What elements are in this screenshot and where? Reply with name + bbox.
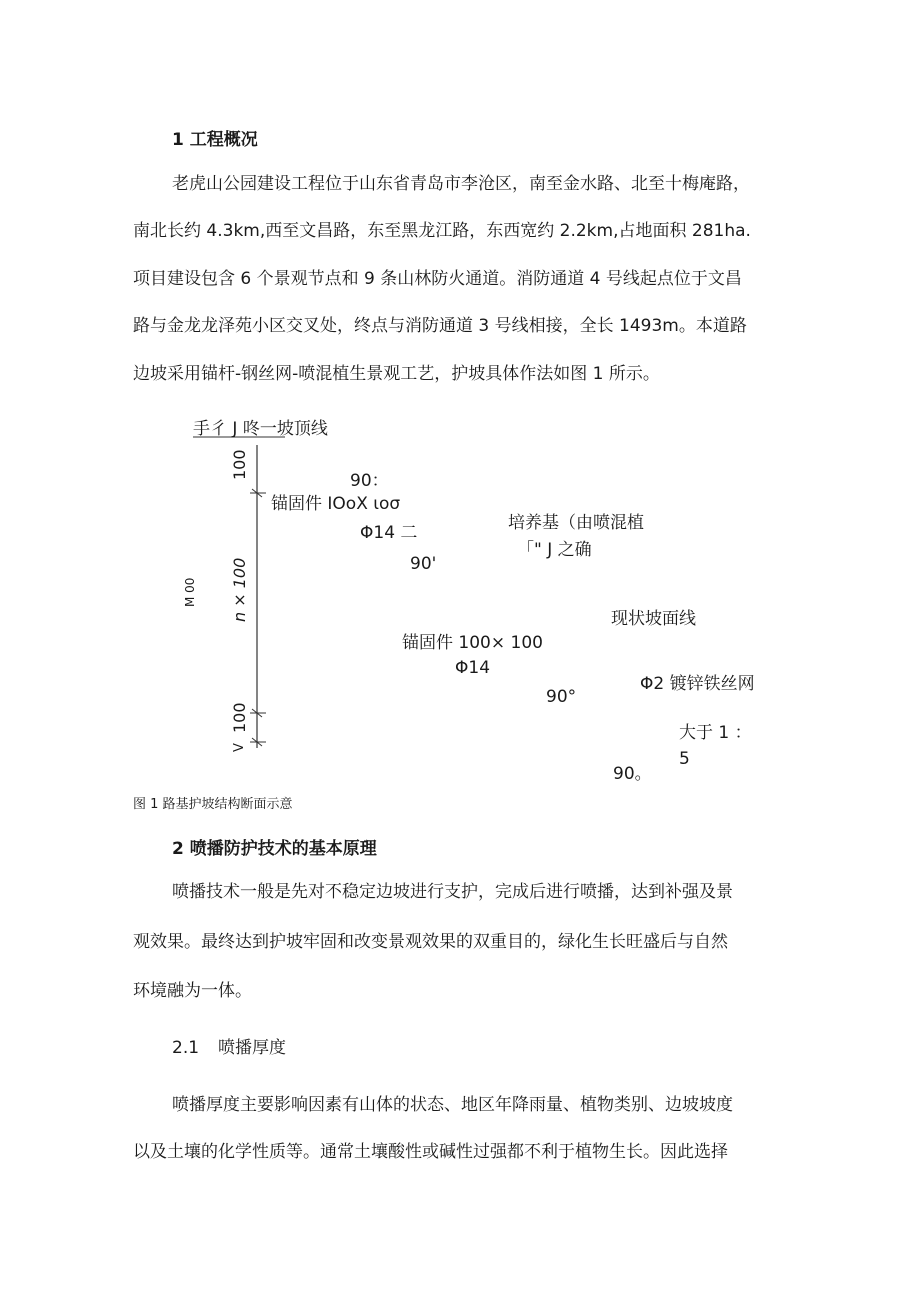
dimension-top: 100 xyxy=(230,449,249,480)
subsection-title: 喷播厚度 xyxy=(218,1038,286,1058)
paragraph-line: 环境融为一体。 xyxy=(133,981,252,1001)
mesh-label: Φ2 镀锌铁丝网 xyxy=(640,674,755,694)
slope-surface-label: 现状坡面线 xyxy=(611,609,696,629)
paragraph-line: 南北长约 4.3km,西至文昌路，东至黑龙江路，东西宽约 2.2km,占地面积 281ha. xyxy=(133,221,751,241)
substrate-label-2: 「" J 之确 xyxy=(517,540,592,560)
paragraph-line: 喷播厚度主要影响因素有山体的状态、地区年降雨量、植物类别、边坡坡度 xyxy=(172,1095,733,1115)
dimension-bottom: 100 xyxy=(230,702,249,733)
paragraph-line: 边坡采用锚杆-钢丝网-喷混植生景观工艺，护坡具体作法如图 1 所示。 xyxy=(133,364,660,384)
diameter-label-1: Φ14 二 xyxy=(360,523,418,543)
anchor-label-2: 锚固件 100× 100 xyxy=(402,633,543,653)
anchor-label-1: 锚固件 IOoX ιoσ xyxy=(271,494,401,514)
paragraph-line: 观效果。最终达到护坡牢固和改变景观效果的双重目的，绿化生长旺盛后与自然 xyxy=(133,932,728,952)
figure-caption: 图 1 路基护坡结构断面示意 xyxy=(133,797,293,812)
side-label: M 00 xyxy=(183,577,197,607)
paragraph-line: 项目建设包含 6 个景观节点和 9 条山林防火通道。消防通道 4 号线起点位于文昌 xyxy=(133,269,742,289)
paragraph-line: 路与金龙龙泽苑小区交叉处，终点与消防通道 3 号线相接，全长 1493m。本道路 xyxy=(133,316,747,336)
paragraph-line: 喷播技术一般是先对不稳定边坡进行支护，完成后进行喷播，达到补强及景 xyxy=(172,882,733,902)
angle-label-1: 90： xyxy=(350,471,389,491)
section-2-heading: 2 喷播防护技术的基本原理 xyxy=(172,839,377,859)
diameter-label-2: Φ14 xyxy=(455,658,491,678)
dimension-middle: n × 100 xyxy=(230,557,249,622)
slope-top-label: 手彳 J 咚一坡顶线 xyxy=(193,419,328,439)
dimension-bottom-2: V xyxy=(232,743,247,752)
angle-label-3: 90° xyxy=(546,687,577,707)
subsection-number: 2.1 xyxy=(172,1038,200,1058)
section-1-heading: 1 工程概况 xyxy=(172,130,258,150)
paragraph-line: 老虎山公园建设工程位于山东省青岛市李沧区，南至金水路、北至十梅庵路， xyxy=(172,174,750,194)
angle-label-2: 90' xyxy=(410,554,437,574)
angle-label-4: 90。 xyxy=(613,764,652,784)
paragraph-line: 以及土壤的化学性质等。通常土壤酸性或碱性过强都不利于植物生长。因此选择 xyxy=(133,1142,728,1162)
slope-ratio-label-2: 5 xyxy=(679,749,690,769)
substrate-label: 培养基（由喷混植 xyxy=(508,513,644,533)
slope-ratio-label: 大于 1 ： xyxy=(679,723,752,743)
